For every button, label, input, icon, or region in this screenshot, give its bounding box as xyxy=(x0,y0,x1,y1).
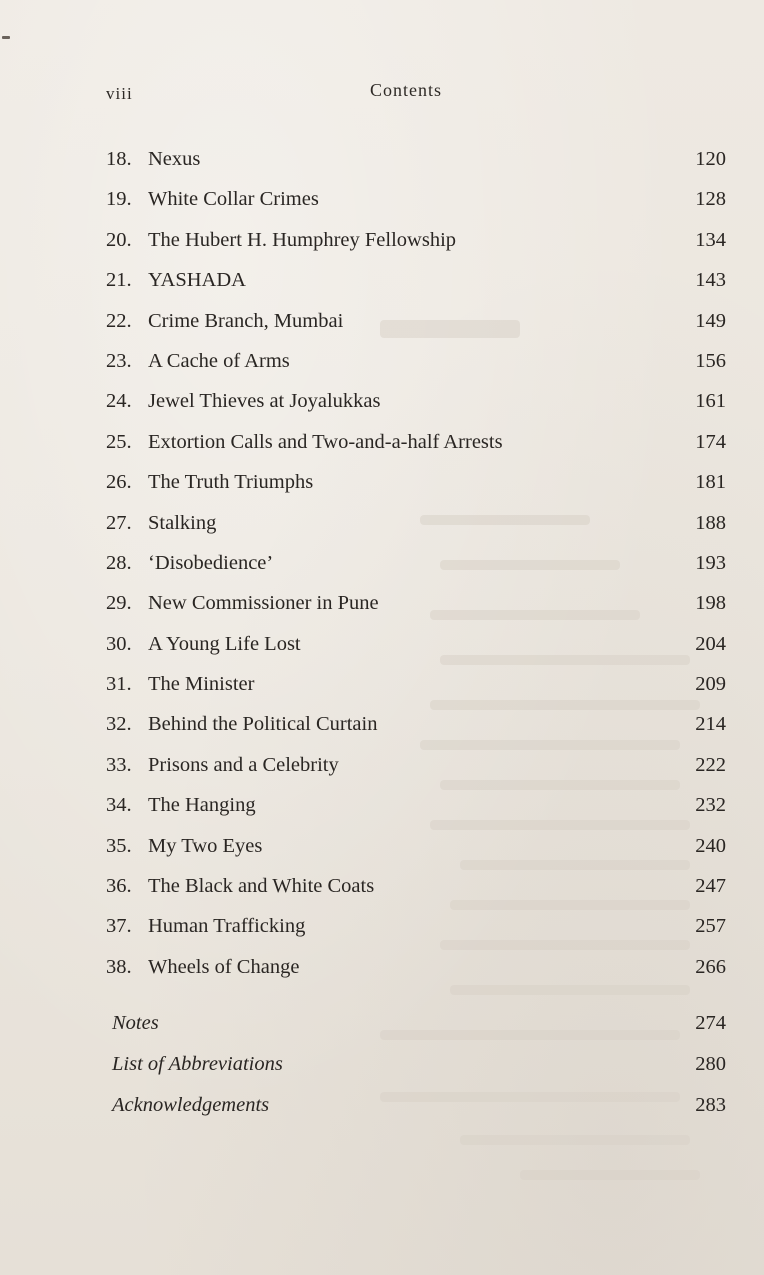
chapter-title: The Black and White Coats xyxy=(148,875,375,898)
chapter-title: Crime Branch, Mumbai xyxy=(148,309,344,332)
toc-entry xyxy=(106,627,726,667)
toc-entry xyxy=(106,748,726,788)
back-matter-page: 274 xyxy=(695,1012,726,1034)
toc-entry xyxy=(106,384,726,424)
chapter-page: 247 xyxy=(695,875,726,898)
toc-entry xyxy=(106,950,726,990)
chapter-number: 22. xyxy=(106,309,132,332)
toc-entry xyxy=(106,465,726,505)
table-of-contents xyxy=(106,142,726,990)
back-matter-page: 280 xyxy=(695,1052,726,1075)
chapter-title: A Cache of Arms xyxy=(148,349,290,372)
faint-line-shadow xyxy=(520,1170,700,1180)
chapter-page: 143 xyxy=(695,269,726,292)
chapter-page: 198 xyxy=(695,592,726,615)
chapter-number: 31. xyxy=(106,673,132,696)
toc-entry xyxy=(106,707,726,747)
chapter-title: Stalking xyxy=(148,511,217,534)
chapter-page: 204 xyxy=(695,632,726,655)
chapter-page: 149 xyxy=(695,309,726,332)
back-matter-entry xyxy=(106,1088,726,1129)
chapter-page: 209 xyxy=(695,673,726,696)
back-matter-title: Notes xyxy=(112,1012,159,1034)
chapter-title: A Young Life Lost xyxy=(148,632,301,655)
page-edge-mark xyxy=(2,36,10,39)
back-matter-entry xyxy=(106,1047,726,1088)
toc-entry xyxy=(106,829,726,869)
chapter-title: Nexus xyxy=(148,148,201,170)
back-matter-page: 283 xyxy=(695,1093,726,1116)
chapter-page: 161 xyxy=(695,390,726,413)
chapter-number: 35. xyxy=(106,834,132,857)
chapter-page: 134 xyxy=(695,228,726,251)
chapter-number: 20. xyxy=(106,228,132,251)
chapter-title: New Commissioner in Pune xyxy=(148,592,379,615)
chapter-number: 19. xyxy=(106,188,132,211)
chapter-number: 38. xyxy=(106,955,132,978)
back-matter-title: List of Abbreviations xyxy=(112,1052,283,1075)
chapter-title: Behind the Political Curtain xyxy=(148,713,378,736)
chapter-number: 30. xyxy=(106,632,132,655)
chapter-page: 181 xyxy=(695,471,726,494)
chapter-page: 266 xyxy=(695,955,726,978)
toc-entry xyxy=(106,869,726,909)
chapter-page: 232 xyxy=(695,794,726,817)
chapter-page: 174 xyxy=(695,430,726,453)
chapter-number: 29. xyxy=(106,592,132,615)
chapter-title: Extortion Calls and Two-and-a-half Arrests xyxy=(148,430,503,453)
chapter-page: 156 xyxy=(695,349,726,372)
chapter-number: 32. xyxy=(106,713,132,736)
chapter-number: 25. xyxy=(106,430,132,453)
chapter-number: 21. xyxy=(106,269,132,292)
running-head: Contents xyxy=(370,80,443,100)
toc-entry xyxy=(106,263,726,303)
toc-entry xyxy=(106,344,726,384)
toc-entry xyxy=(106,142,726,182)
toc-entry xyxy=(106,667,726,707)
back-matter-list xyxy=(106,1006,726,1128)
toc-entry xyxy=(106,506,726,546)
chapter-number: 23. xyxy=(106,349,132,372)
chapter-number: 37. xyxy=(106,915,132,938)
toc-entry xyxy=(106,909,726,949)
chapter-title: White Collar Crimes xyxy=(148,188,319,211)
chapter-title: My Two Eyes xyxy=(148,834,263,857)
chapter-page: 214 xyxy=(695,713,726,736)
chapter-number: 34. xyxy=(106,794,132,817)
chapter-page: 257 xyxy=(695,915,726,938)
chapter-page: 188 xyxy=(695,511,726,534)
chapter-page: 128 xyxy=(695,188,726,211)
toc-entry xyxy=(106,586,726,626)
toc-entry xyxy=(106,304,726,344)
chapter-title: YASHADA xyxy=(148,269,246,292)
chapter-number: 24. xyxy=(106,390,132,413)
toc-entry xyxy=(106,182,726,222)
chapter-title: Wheels of Change xyxy=(148,955,300,978)
faint-line-shadow xyxy=(460,1135,690,1145)
page-header xyxy=(0,78,764,108)
chapter-page: 193 xyxy=(695,551,726,574)
chapter-number: 27. xyxy=(106,511,132,534)
chapter-page: 240 xyxy=(695,834,726,857)
chapter-number: 18. xyxy=(106,148,132,170)
chapter-title: The Hubert H. Humphrey Fellowship xyxy=(148,228,457,251)
back-matter-title: Acknowledgements xyxy=(112,1093,270,1116)
chapter-title: The Hanging xyxy=(148,794,256,817)
chapter-title: Jewel Thieves at Joyalukkas xyxy=(148,390,381,413)
chapter-page: 222 xyxy=(695,753,726,776)
page-folio: viii xyxy=(106,84,133,103)
chapter-number: 26. xyxy=(106,471,132,494)
chapter-title: ‘Disobedience’ xyxy=(148,551,274,574)
toc-entry xyxy=(106,223,726,263)
chapter-title: The Truth Triumphs xyxy=(148,471,314,494)
chapter-page: 120 xyxy=(695,148,726,170)
chapter-number: 33. xyxy=(106,753,132,776)
chapter-title: Prisons and a Celebrity xyxy=(148,753,339,776)
back-matter-entry xyxy=(106,1006,726,1047)
chapter-title: The Minister xyxy=(148,673,255,696)
chapter-title: Human Trafficking xyxy=(148,915,306,938)
chapter-number: 36. xyxy=(106,875,132,898)
chapter-number: 28. xyxy=(106,551,132,574)
toc-entry xyxy=(106,788,726,828)
toc-entry xyxy=(106,546,726,586)
toc-entry xyxy=(106,425,726,465)
